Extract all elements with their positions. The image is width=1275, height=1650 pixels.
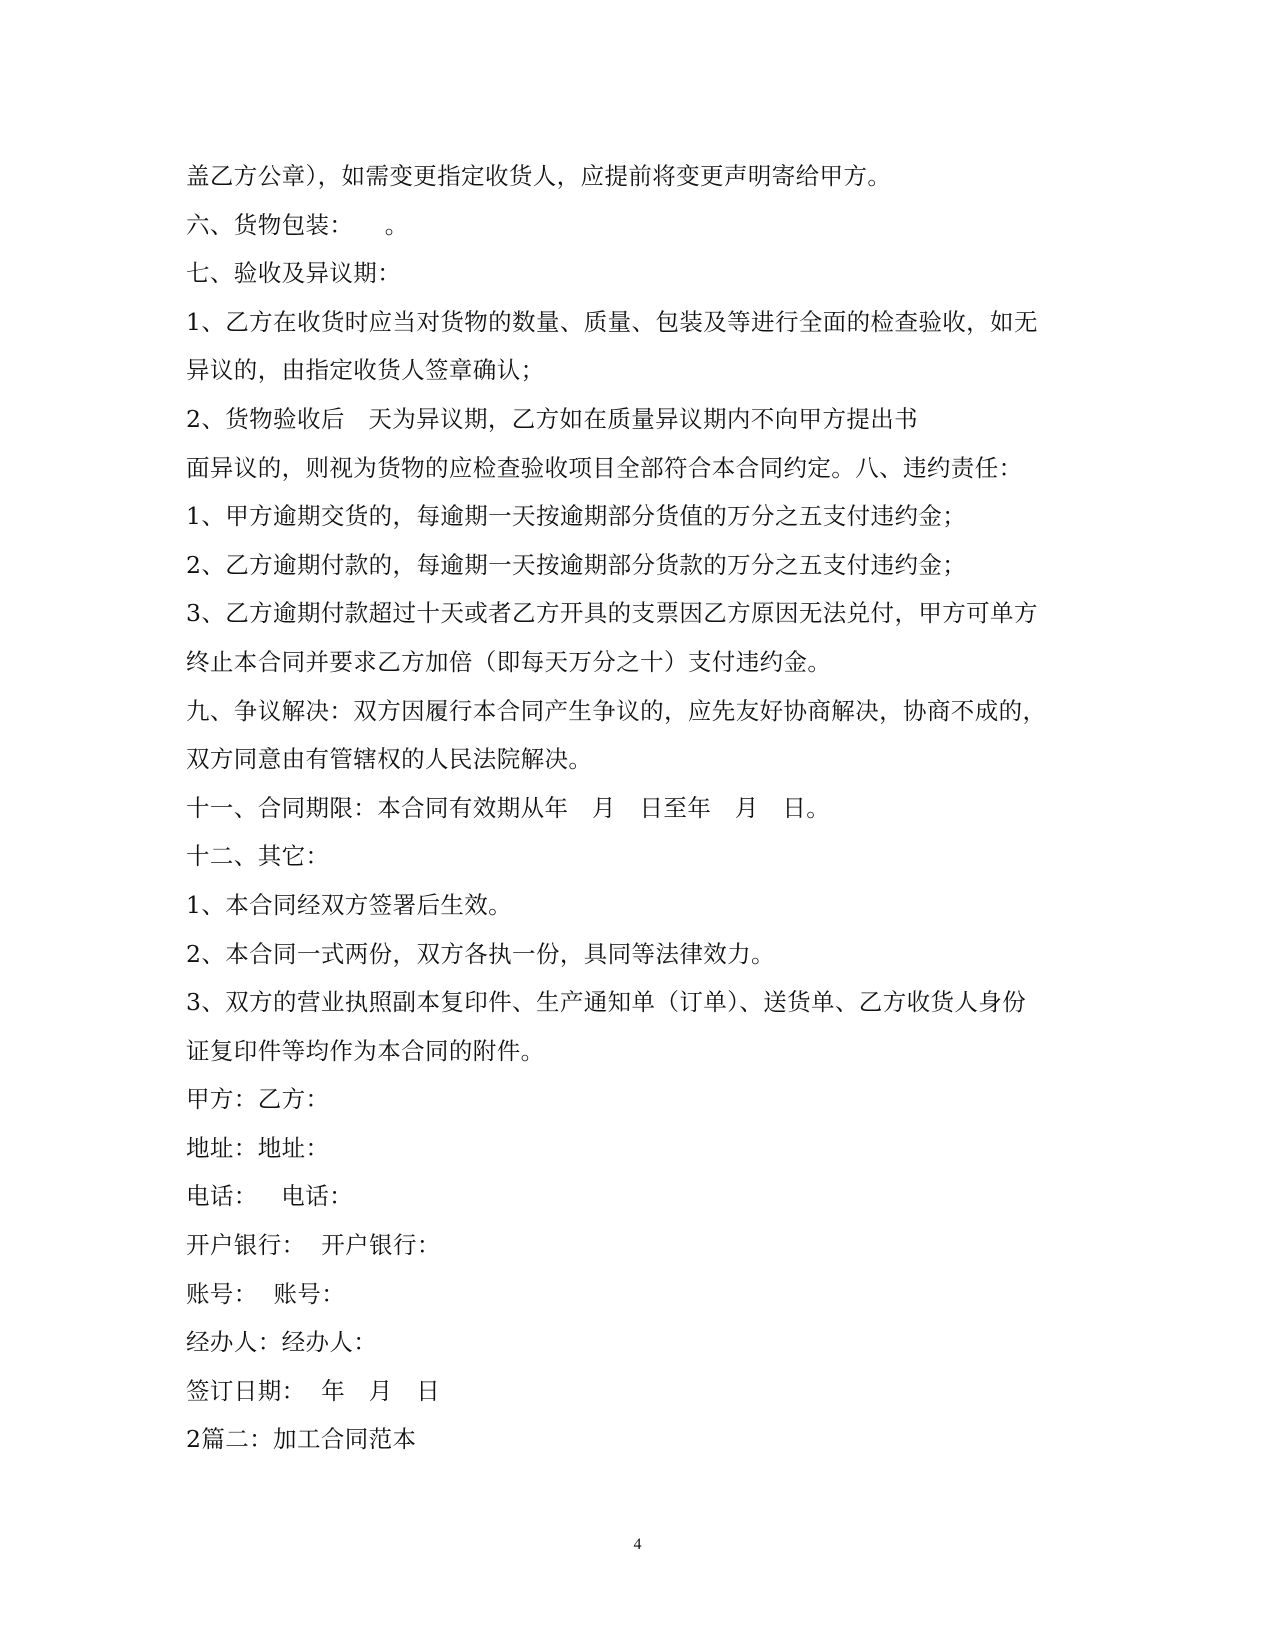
text-line: 证复印件等均作为本合同的附件。: [186, 1036, 545, 1065]
text-line: 异议的，由指定收货人签章确认；: [186, 356, 545, 385]
text-line: 六、货物包装： 。: [186, 210, 409, 239]
text-line: 2、货物验收后 天为异议期，乙方如在质量异议期内不向甲方提出书: [186, 404, 919, 433]
text-line: 2、乙方逾期付款的，每逾期一天按逾期部分货款的万分之五支付违约金；: [186, 550, 967, 579]
text-line: 十二、其它：: [186, 842, 330, 871]
text-line: 3、双方的营业执照副本复印件、生产通知单（订单）、送货单、乙方收货人身份: [186, 988, 1027, 1017]
text-line: 3、乙方逾期付款超过十天或者乙方开具的支票因乙方原因无法兑付，甲方可单方: [186, 599, 1038, 628]
page-number: 4: [633, 1536, 642, 1553]
text-line: 九、争议解决：双方因履行本合同产生争议的，应先友好协商解决，协商不成的，: [186, 696, 1047, 725]
text-line: 1、甲方逾期交货的，每逾期一天按逾期部分货值的万分之五支付违约金；: [186, 502, 967, 531]
text-line: 十一、合同期限：本合同有效期从年 月 日至年 月 日。: [186, 793, 831, 822]
text-line: 双方同意由有管辖权的人民法院解决。: [186, 745, 593, 774]
text-line: 终止本合同并要求乙方加倍（即每天万分之十）支付违约金。: [186, 647, 832, 676]
text-line: 地址：地址：: [186, 1133, 330, 1162]
text-line: 2篇二：加工合同范本: [186, 1425, 417, 1454]
document-body: [186, 152, 1086, 1464]
text-line: 七、验收及异议期：: [186, 259, 402, 288]
text-line: 面异议的，则视为货物的应检查验收项目全部符合本合同约定。八、违约责任：: [186, 453, 1023, 482]
text-line: 开户银行： 开户银行：: [186, 1231, 441, 1260]
text-line: 账号： 账号：: [186, 1279, 346, 1308]
text-line: 签订日期： 年 月 日: [186, 1376, 441, 1405]
text-line: 甲方：乙方：: [186, 1085, 330, 1114]
text-line: 1、乙方在收货时应当对货物的数量、质量、包装及等进行全面的检查验收，如无: [186, 307, 1038, 336]
text-line: 盖乙方公章），如需变更指定收货人，应提前将变更声明寄给甲方。: [186, 162, 892, 190]
text-line: 电话： 电话：: [186, 1182, 354, 1211]
text-line: 1、本合同经双方签署后生效。: [186, 890, 513, 919]
text-line: 经办人：经办人：: [186, 1328, 378, 1357]
text-line: 2、本合同一式两份，双方各执一份，具同等法律效力。: [186, 939, 775, 968]
